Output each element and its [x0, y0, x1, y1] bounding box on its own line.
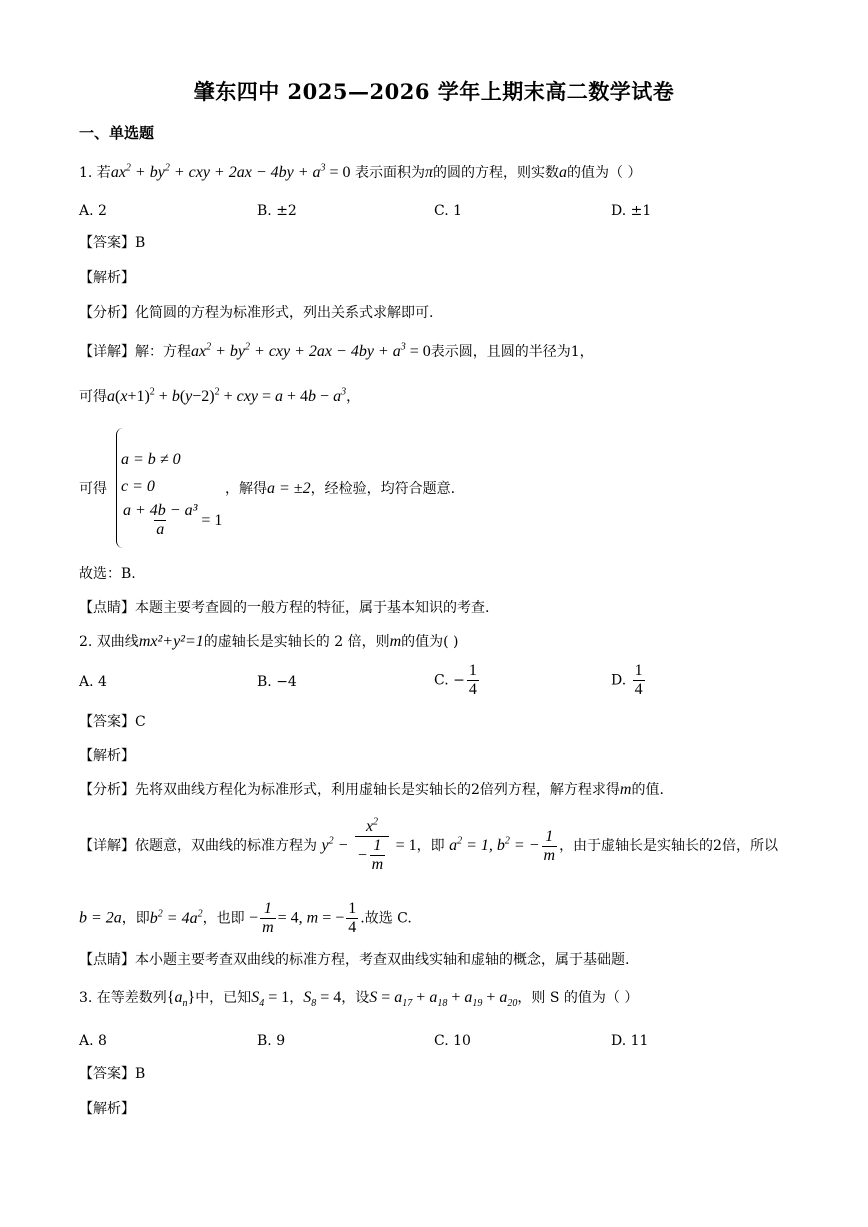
q1-option-a: A. 2	[79, 203, 107, 219]
q2-detail-line2: b = 2a，即$b^2 = 4a^2$，也即 − $\frac{1}{m}$ = 4, m = − $\frac{1}{4}$ .故选 C.	[79, 900, 412, 936]
q2-option-a: A. 4	[79, 674, 107, 690]
question-1-stem: 1. 若$ax^2 + by^2$ + cxy + $2ax - 4by + a^3 = 0$ 表示面积为π的圆的方程，则实数a的值为（ ）	[79, 162, 642, 181]
question-2-stem: 2. 双曲线mx²+y²=1的虚轴长是实轴长的 2 倍，则m的值为( )	[79, 633, 459, 650]
q1-option-b: B. ±2	[257, 203, 297, 219]
section-heading: 一、单选题	[79, 124, 155, 142]
question-3-stem: 3. 在等差数列$\{a_n\}$中，已知$S_4 = 1$，$S_8 = 4$，设$S = a_{17} + a_{18} + a_{19} + a_{20}$，则 S 的值为（ ）	[79, 989, 639, 1010]
q2-comment: 【点睛】本小题主要考查双曲线的标准方程，考查双曲线实轴和虚轴的概念，属于基础题.	[79, 952, 630, 968]
q1-option-c: C. 1	[434, 203, 463, 219]
q2-option-d: D. $\frac{1}{4}$	[611, 662, 643, 698]
q2-option-c: C. − $\frac{1}{4}$	[434, 662, 477, 698]
q2-detail-line1: 【详解】依题意，双曲线的标准方程为 $y^2$ − $x^2$ − $\frac{1}{m}$ = 1，即 $a^2 = 1$, $b^2$ = − $\frac{1}{m}$ ，由于虚轴长是实轴长的2倍，所以	[79, 816, 778, 873]
q1-option-d: D. ±1	[611, 203, 652, 219]
q2-fenxi: 【分析】先将双曲线方程化为标准形式，利用虚轴长是实轴长的2倍列方程，解方程求得m的值.	[79, 781, 664, 798]
q3-option-d: D. 11	[611, 1033, 649, 1049]
q1-detail-line1: 【详解】解：方程$ax^2 + by^2$ + cxy + $2ax - 4by + a^3 = 0$表示圆，且圆的半径为1，	[79, 341, 594, 360]
system-line-1: a = b ≠ 0	[121, 451, 181, 468]
page-title: 肇东四中 2025—2026 学年上期末高二数学试卷	[193, 79, 675, 104]
q1-answer: 【答案】B	[79, 235, 146, 251]
q3-option-c: C. 10	[434, 1033, 471, 1049]
q3-analysis-label: 【解析】	[79, 1101, 135, 1117]
system-line-3: $\frac{\text{a + 4b − a³}}{a}$ = 1	[123, 502, 223, 538]
q1-conclusion: 故选：B.	[79, 566, 136, 582]
q1-fenxi: 【分析】化简圆的方程为标准形式，列出关系式求解即可.	[79, 305, 434, 321]
system-line-2: c = 0	[121, 478, 155, 495]
q1-detail-line2: 可得$a(x+1)^2 + b(y-2)^2$ + cxy = $a + 4b - a^3$，	[79, 386, 361, 405]
q2-answer: 【答案】C	[79, 714, 146, 730]
q3-answer: 【答案】B	[79, 1066, 146, 1082]
system-result: ，解得a = ±2，经检验，均符合题意.	[225, 480, 456, 497]
q1-system-prefix: 可得	[79, 481, 107, 497]
q3-option-b: B. 9	[257, 1033, 286, 1049]
q1-analysis-label: 【解析】	[79, 270, 135, 286]
q2-option-b: B. −4	[257, 674, 297, 690]
q3-option-a: A. 8	[79, 1033, 107, 1049]
q2-analysis-label: 【解析】	[79, 748, 135, 764]
q1-comment: 【点睛】本题主要考查圆的一般方程的特征，属于基本知识的考查.	[79, 600, 490, 616]
